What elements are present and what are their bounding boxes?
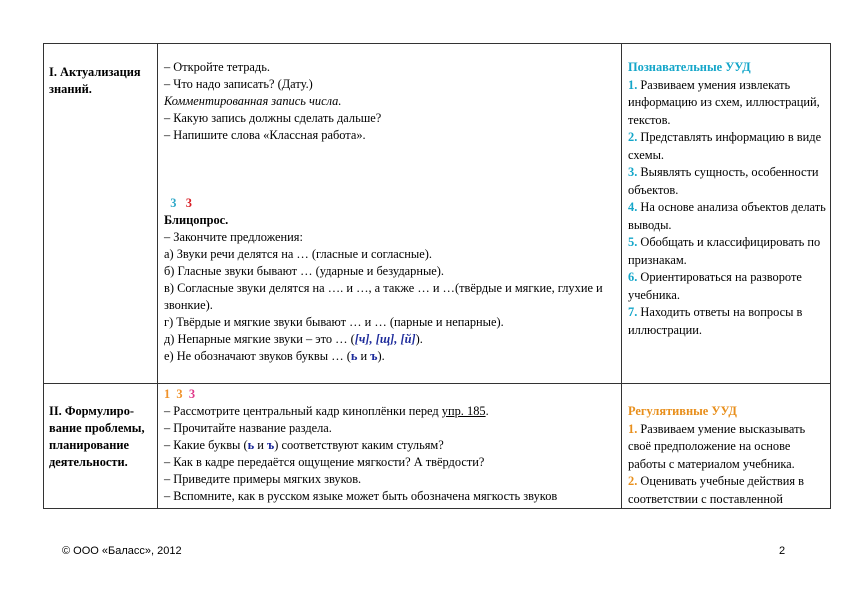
activity-line: – Как в кадре передаётся ощущение мягкости? А твёрдости?: [164, 455, 485, 469]
table-row: [44, 44, 831, 384]
blitz-title: Блицопрос.: [164, 213, 229, 227]
activity-line: – Закончите предложения:: [164, 230, 303, 244]
activity-line: б) Гласные звуки бывают … (ударные и безударные).: [164, 264, 445, 278]
activity-line: – Какие буквы (ь и ъ) соответствуют каким стульям?: [164, 438, 444, 452]
stage-cell: [44, 384, 158, 509]
uud-cell: [622, 44, 831, 384]
uud-item: 4. На основе анализа объектов делать выводы.: [628, 200, 826, 232]
activity-line: в) Согласные звуки делятся на …. и …, а также … и …(твёрдые и мягкие, глухие и звонкие).: [164, 281, 603, 312]
step-number: 3: [188, 387, 196, 401]
letter-hard-sign: ъ: [266, 438, 275, 452]
activity-line: д) Непарные мягкие звуки – это … ([ч], [щ], [й]).: [164, 332, 423, 346]
uud-item: 1. Развиваем умение высказывать своё предположение на основе работы с материалом учебника.: [628, 421, 806, 471]
step-numbers: [164, 195, 617, 212]
activity-line: – Откройте тетрадь.: [164, 60, 270, 74]
activity-line: г) Твёрдые и мягкие звуки бывают … и … (парные и непарные).: [164, 315, 504, 329]
activity-line: – Вспомните, как в русском языке может быть обозначена мягкость звуков: [164, 489, 558, 503]
step-number: 3: [176, 387, 183, 401]
exercise-link[interactable]: упр. 185: [441, 404, 486, 418]
activity-line: а) Звуки речи делятся на … (гласные и согласные).: [164, 247, 432, 261]
activity-line: Комментированная запись числа.: [164, 94, 342, 108]
stage-cell: [44, 44, 158, 384]
letter-soft-sign: ь: [350, 349, 358, 363]
activity-cell: [158, 384, 622, 509]
stage-title: II. Формулиро-вание проблемы, планирование деятельности.: [49, 404, 145, 469]
uud-item: 7. Находить ответы на вопросы в иллюстрации.: [628, 305, 803, 337]
step-number: 3: [170, 196, 177, 210]
uud-cell: [622, 384, 831, 509]
activity-line: – Приведите примеры мягких звуков.: [164, 472, 362, 486]
uud-item: 5. Обобщать и классифицировать по признакам.: [628, 235, 821, 267]
uud-title: Познавательные УУД: [628, 60, 751, 74]
lesson-table: [43, 43, 831, 509]
activity-line: – Напишите слова «Классная работа».: [164, 128, 366, 142]
step-number: 1: [164, 387, 171, 401]
activity-line: е) Не обозначают звуков буквы … (ь и ъ).: [164, 349, 385, 363]
activity-cell: [158, 44, 622, 384]
uud-item: 1. Развиваем умения извлекать информацию из схем, иллюстраций, текстов.: [628, 77, 820, 127]
table-row: [44, 384, 831, 509]
step-number: 3: [185, 196, 192, 210]
uud-item: 2. Представлять информацию в виде схемы.: [628, 130, 822, 162]
activity-line: – Какую запись должны сделать дальше?: [164, 111, 382, 125]
uud-item: 6. Ориентироваться на развороте учебника.: [628, 270, 802, 302]
uud-item: 2. Оценивать учебные действия в соответствии с поставленной: [628, 474, 805, 506]
sounds-example: [ч], [щ], [й]: [354, 332, 416, 346]
activity-line: – Прочитайте название раздела.: [164, 421, 332, 435]
letter-soft-sign: ь: [247, 438, 255, 452]
uud-item: 3. Выявлять сущность, особенности объектов.: [628, 165, 819, 197]
footer-copyright: © ООО «Баласс», 2012: [62, 545, 182, 557]
activity-line: – Рассмотрите центральный кадр киноплёнки перед упр. 185.: [164, 404, 489, 418]
step-numbers: [164, 386, 617, 403]
letter-hard-sign: ъ: [370, 349, 378, 363]
activity-line: – Что надо записать? (Дату.): [164, 77, 313, 91]
page-number: 2: [779, 545, 786, 557]
stage-title: I. Актуализация знаний.: [49, 65, 141, 96]
uud-title: Регулятивные УУД: [628, 404, 737, 418]
